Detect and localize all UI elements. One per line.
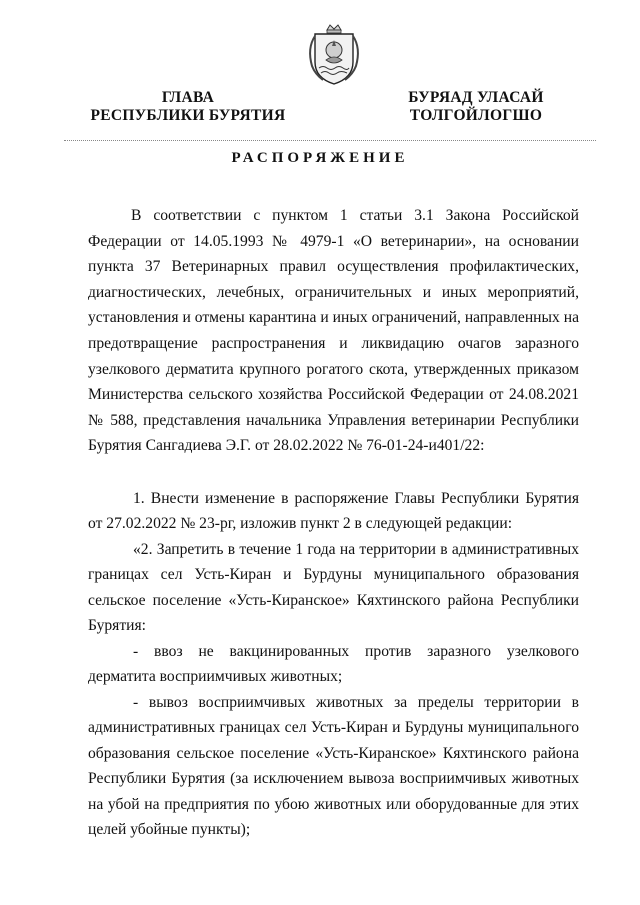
header-divider	[64, 140, 596, 141]
issuer-title-buryat-line2: ТОЛГОЙЛОГШО	[409, 107, 543, 124]
issuer-title-buryat-line1: БУРЯАД УЛАСАЙ	[408, 89, 544, 106]
list-item-import-ban: - ввоз не вакцинированных против заразного узелкового дерматита восприимчивых животных;	[88, 643, 579, 686]
list-item-export-ban: - вывоз восприимчивых животных за пределы территории в административных границах сел Усть-Киран и Бурдуны муниципального образования сельское поселение «Усть-Киранское» Кяхтинского района Республики Бурятия (за исключением вывоза восприимчивых животных на убой на предприятия по убою животных или оборудованные для этих целей убойные пункты);	[88, 694, 579, 839]
item-1-paragraph: 1. Внести изменение в распоряжение Главы Республики Бурятия от 27.02.2022 № 23-рг, изложив пункт 2 в следующей редакции:	[88, 490, 579, 533]
quoted-item-2-intro: «2. Запретить в течение 1 года на территории в административных границах сел Усть-Киран и Бурдуны муниципального образования сельское поселение «Усть-Киранское» Кяхтинского района Республики Бурятия:	[88, 541, 579, 635]
preamble-paragraph: В соответствии с пунктом 1 статьи 3.1 Закона Российской Федерации от 14.05.1993 № 4979-1 «О ветеринарии», на основании пункта 37 Ветеринарных правил осуществления профилактических, диагностических, лечебных, ограничительных и иных мероприятий, установления и отмены карантина и иных ограничений, направленных на предотвращение распространения и ликвидацию очагов заразного узелкового дерматита крупного рогатого скота, утвержденных приказом Министерства сельского хозяйства Российской Федерации от 24.08.2021 № 588, представления начальника Управления ветеринарии Республики Бурятия Сангадиева Э.Г. от 28.02.2022 № 76-01-24-и401/22:	[88, 207, 579, 455]
issuer-title-line1: ГЛАВА	[161, 89, 215, 106]
coat-of-arms-icon	[303, 22, 365, 88]
document-title: РАСПОРЯЖЕНИЕ	[231, 150, 409, 166]
issuer-title-buryat	[378, 89, 574, 125]
issuer-title-line2: РЕСПУБЛИКИ БУРЯТИЯ	[90, 107, 286, 124]
issuer-title-russian	[80, 89, 296, 125]
